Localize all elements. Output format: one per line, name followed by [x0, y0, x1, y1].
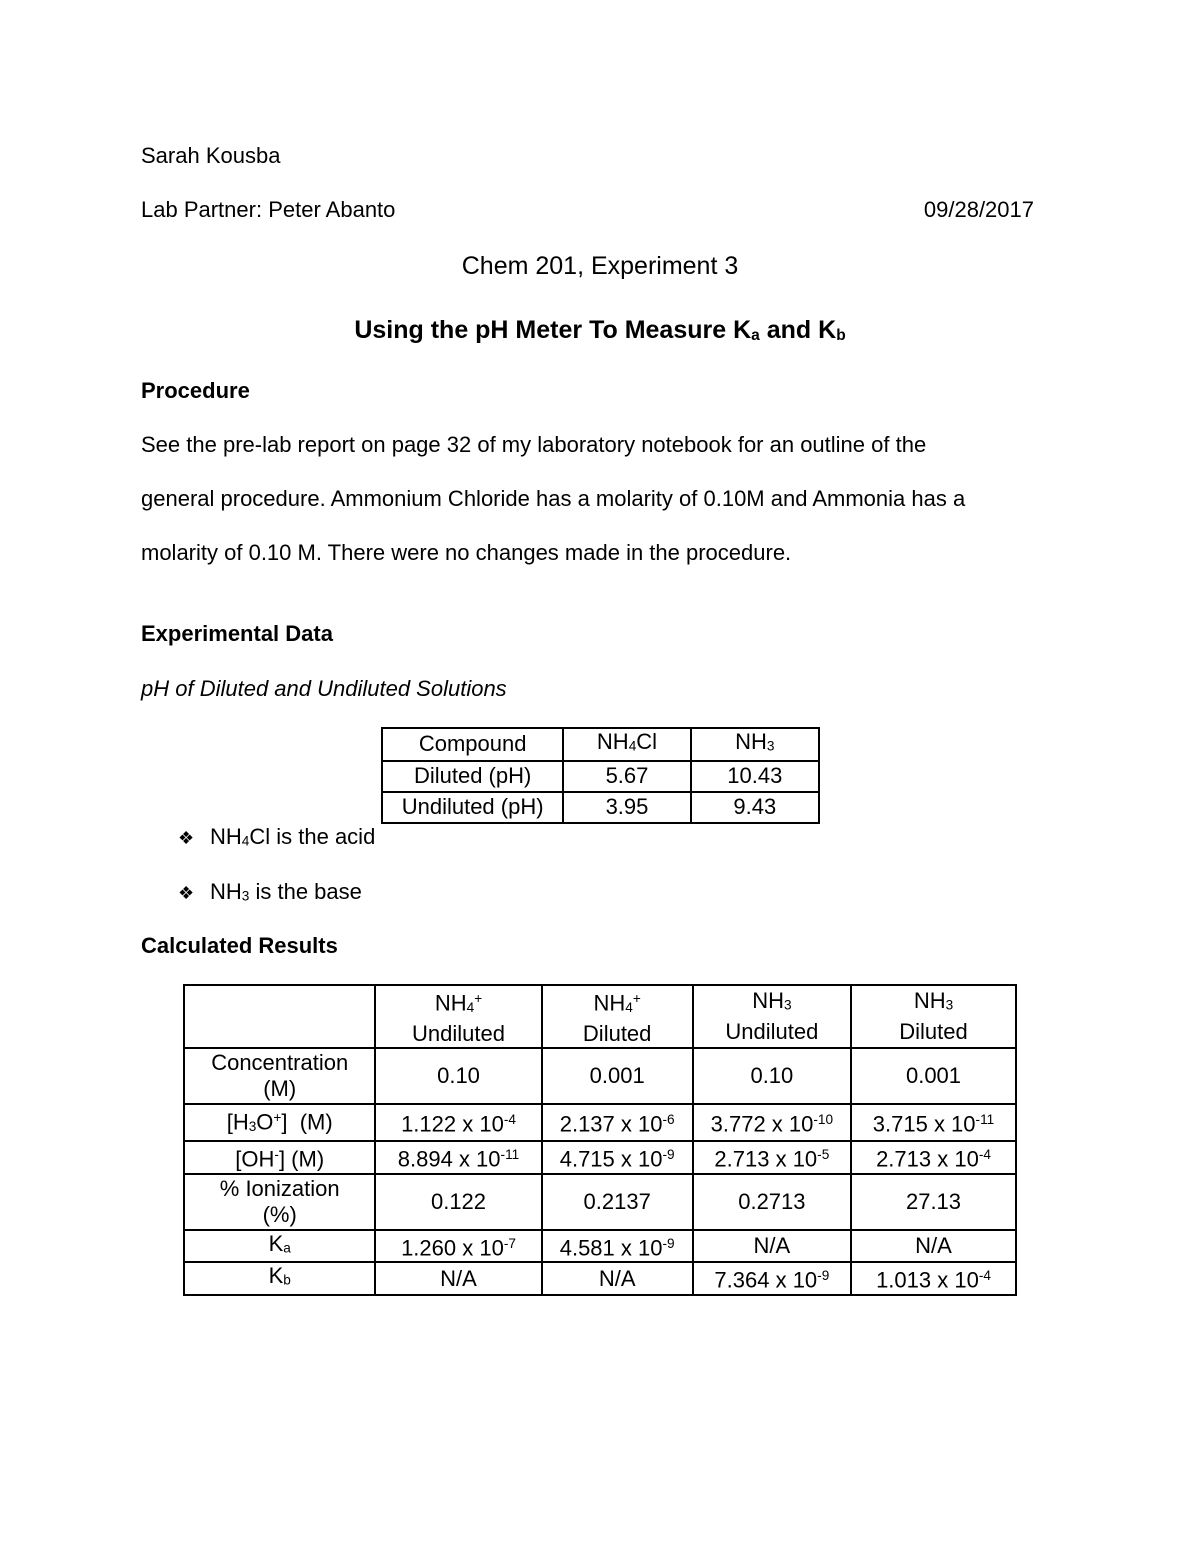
report-date: 09/28/2017: [923, 197, 1034, 222]
lab-partner: Lab Partner: Peter Abanto: [141, 197, 396, 222]
table-cell: 0.2137: [542, 1174, 693, 1230]
table-header-row: [184, 985, 1016, 1048]
table-cell: 10.43: [691, 761, 819, 792]
header-cell: NH3 Undiluted: [693, 985, 851, 1048]
row-label: [OH-] (M): [184, 1141, 375, 1174]
table-row: [184, 1230, 1016, 1263]
procedure-line: See the pre-lab report on page 32 of my laboratory notebook for an outline of the: [141, 432, 927, 457]
table-row: [184, 1048, 1016, 1104]
row-label: [H3O+] (M): [184, 1104, 375, 1141]
table-cell: 0.001: [542, 1048, 693, 1104]
row-label: Ka: [184, 1230, 375, 1263]
header-cell: NH4+ Diluted: [542, 985, 693, 1048]
table-cell: 4.581 x $10^{-9}$: [542, 1230, 693, 1263]
document-title: Chem 201, Experiment 3: [461, 252, 739, 280]
table-cell: 9.43: [691, 792, 819, 823]
procedure-line: molarity of 0.10 M. There were no changes made in the procedure.: [141, 540, 792, 565]
document-subtitle: Using the pH Meter To Measure Ka and Kb: [354, 316, 846, 344]
table-row: [184, 1141, 1016, 1174]
row-label: % Ionization (%): [184, 1174, 375, 1230]
table-row: [184, 1174, 1016, 1230]
row-label: Diluted (pH): [382, 761, 563, 792]
bullet-acid: ❖ NH4Cl is the acid: [178, 824, 376, 849]
table-cell: N/A: [375, 1262, 541, 1295]
table-cell: 8.894 x $10^{-11}$: [375, 1141, 541, 1174]
table-cell: 0.10: [693, 1048, 851, 1104]
table-header-row: [382, 728, 819, 761]
ph-table: [381, 727, 820, 824]
calculated-results-table: [183, 984, 1017, 1296]
table-cell: N/A: [542, 1262, 693, 1295]
bullet-base: ❖ NH3 is the base: [178, 879, 362, 904]
table-cell: 3.95: [563, 792, 690, 823]
table-cell: 27.13: [851, 1174, 1016, 1230]
table-row: [382, 761, 819, 792]
procedure-line: general procedure. Ammonium Chloride has a molarity of 0.10M and Ammonia has a: [141, 486, 966, 511]
table-cell: 3.715 x $10^{-11}$: [851, 1104, 1016, 1141]
table-row: [382, 792, 819, 823]
author-name: Sarah Kousba: [141, 143, 281, 168]
table-cell: 2.137 x $10^{-6}$: [542, 1104, 693, 1141]
table-cell: 0.10: [375, 1048, 541, 1104]
table-cell: 1.260 x $10^{-7}$: [375, 1230, 541, 1263]
empty-cell: [184, 985, 375, 1048]
table-cell: 2.713 x $10^{-5}$: [693, 1141, 851, 1174]
header-cell: NH4Cl: [563, 728, 690, 761]
experimental-heading: Experimental Data: [141, 621, 333, 646]
diamond-bullet-icon: ❖: [178, 828, 195, 848]
table-cell: 5.67: [563, 761, 690, 792]
row-label: Undiluted (pH): [382, 792, 563, 823]
header-cell: Compound: [382, 728, 563, 761]
table-cell: 2.713 x $10^{-4}$: [851, 1141, 1016, 1174]
table-row: [184, 1262, 1016, 1295]
header-cell: NH3: [691, 728, 819, 761]
table-cell: 0.2713: [693, 1174, 851, 1230]
table-cell: N/A: [851, 1230, 1016, 1263]
diamond-bullet-icon: ❖: [178, 883, 195, 903]
table-row: [184, 1104, 1016, 1141]
calculated-heading: Calculated Results: [141, 933, 338, 958]
header-cell: NH4+ Undiluted: [375, 985, 541, 1048]
header-cell: NH3 Diluted: [851, 985, 1016, 1048]
table-cell: 0.122: [375, 1174, 541, 1230]
table-cell: 4.715 x $10^{-9}$: [542, 1141, 693, 1174]
row-label: Concentration (M): [184, 1048, 375, 1104]
table-cell: 3.772 x $10^{-10}$: [693, 1104, 851, 1141]
table-cell: 1.013 x $10^{-4}$: [851, 1262, 1016, 1295]
row-label: Kb: [184, 1262, 375, 1295]
table-caption: pH of Diluted and Undiluted Solutions: [141, 676, 507, 701]
table-cell: 1.122 x $10^{-4}$: [375, 1104, 541, 1141]
table-cell: N/A: [693, 1230, 851, 1263]
table-cell: 7.364 x $10^{-9}$: [693, 1262, 851, 1295]
procedure-heading: Procedure: [141, 378, 250, 403]
table-cell: 0.001: [851, 1048, 1016, 1104]
